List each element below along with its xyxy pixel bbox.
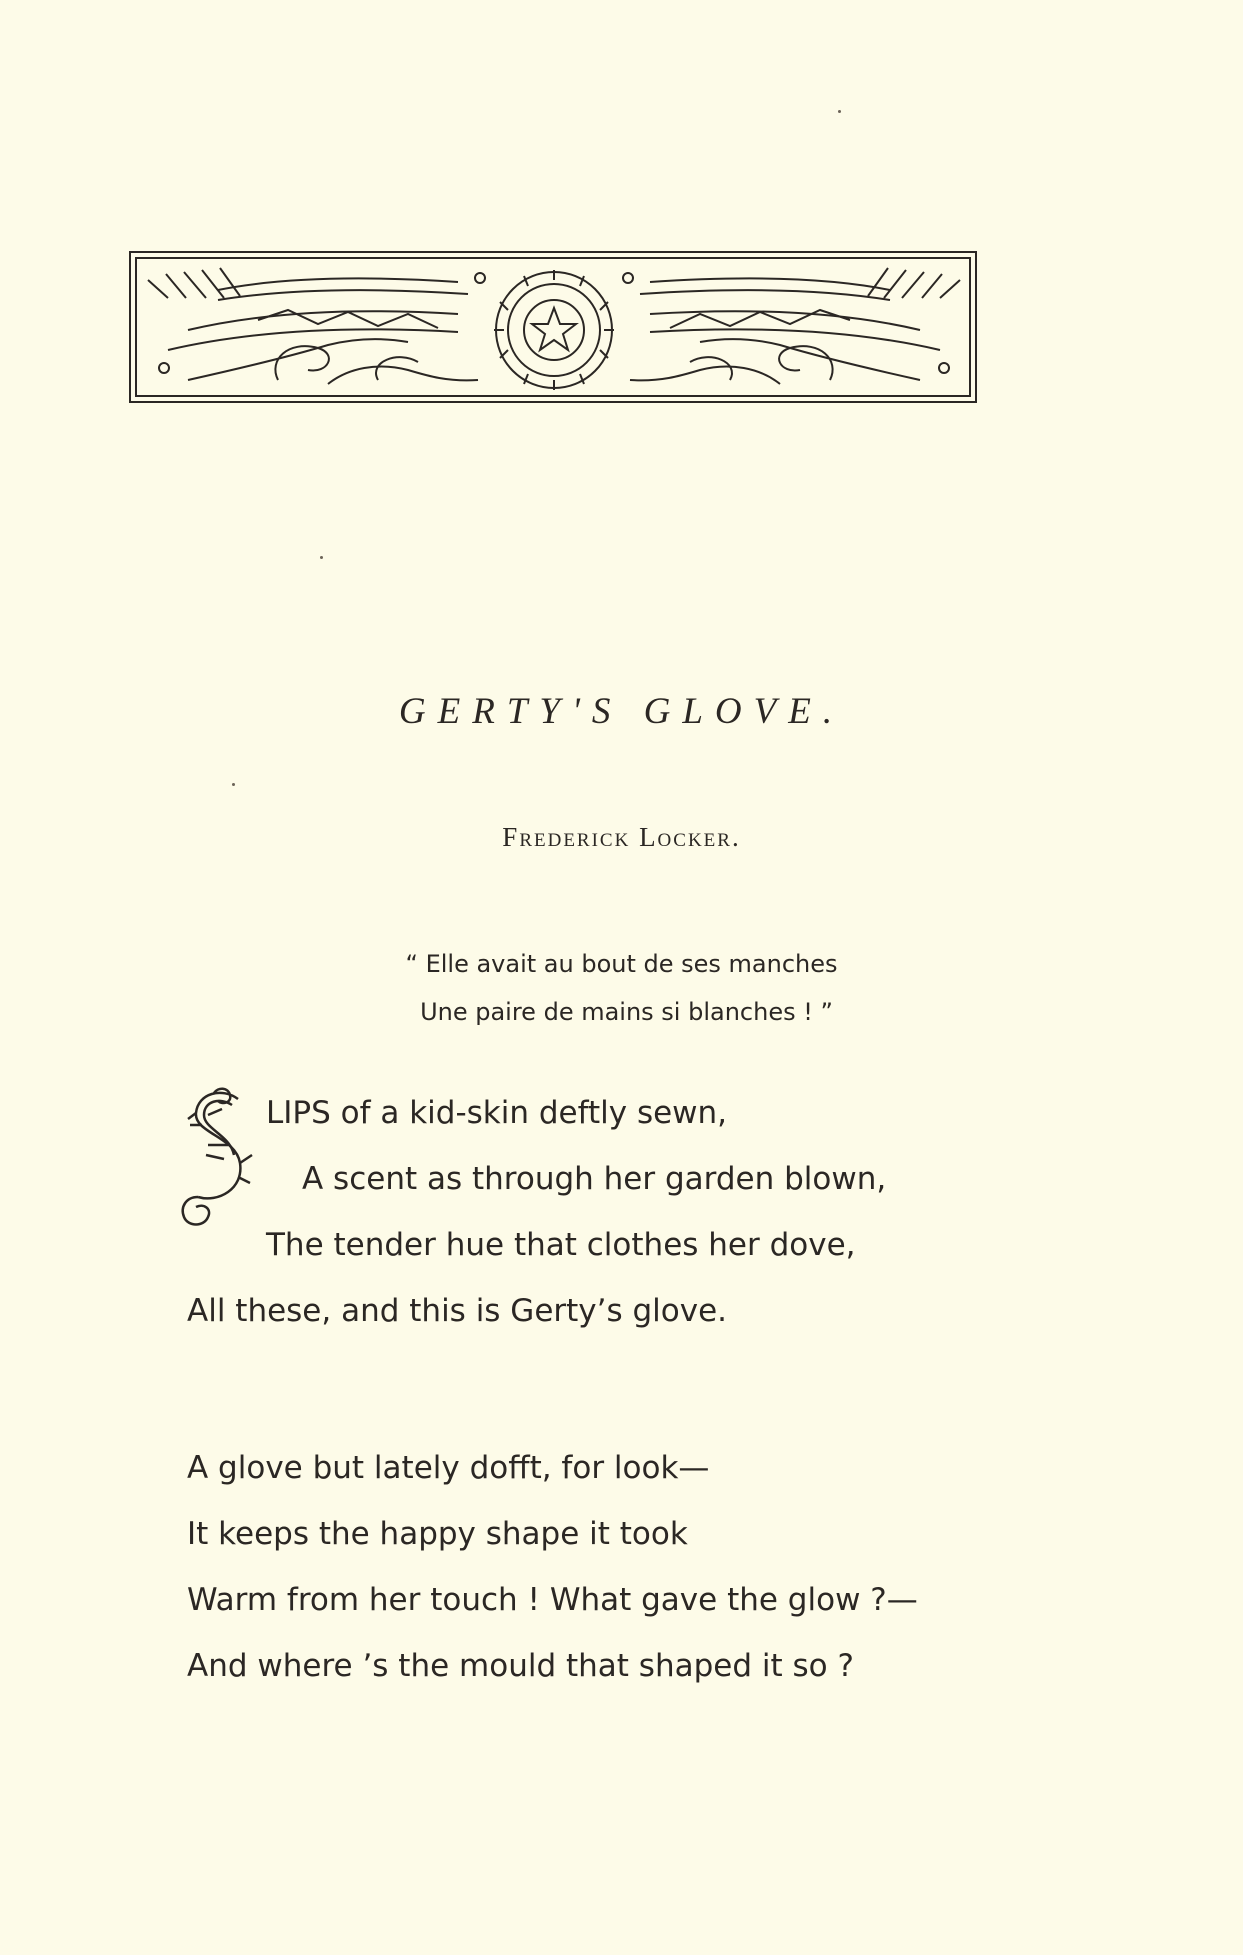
winged-wreath-ornament-icon [128,250,980,408]
poem-author: Frederick Locker. [502,822,741,852]
stanza-2-line-2: It keeps the happy shape it took [187,1516,688,1552]
stanza-2-line-4: And where ’s the mould that shaped it so ? [187,1648,854,1684]
ornamental-letter-s-icon [178,1085,260,1233]
paper-speck [232,783,235,786]
stanza-1-line-1: LIPS of a kid-skin deftly sewn, [266,1095,728,1131]
stanza-2-line-3: Warm from her touch ! What gave the glow ?— [187,1582,918,1618]
stanza-1-line-3: The tender hue that clothes her dove, [266,1227,856,1263]
stanza-1-line-2: A scent as through her garden blown, [302,1161,887,1197]
epigraph-line-2: Une paire de mains si blanches ! ” [420,998,833,1026]
paper-speck [320,556,323,559]
paper-speck [838,110,841,113]
poem-title: GERTY'S GLOVE. [398,691,845,732]
epigraph [0,940,1243,1036]
epigraph-line-1: “ Elle avait au bout de ses manches [405,950,838,978]
stanza-2-line-1: A glove but lately dofft, for look— [187,1450,710,1486]
stanza-1-line-4: All these, and this is Gerty’s glove. [187,1293,728,1329]
